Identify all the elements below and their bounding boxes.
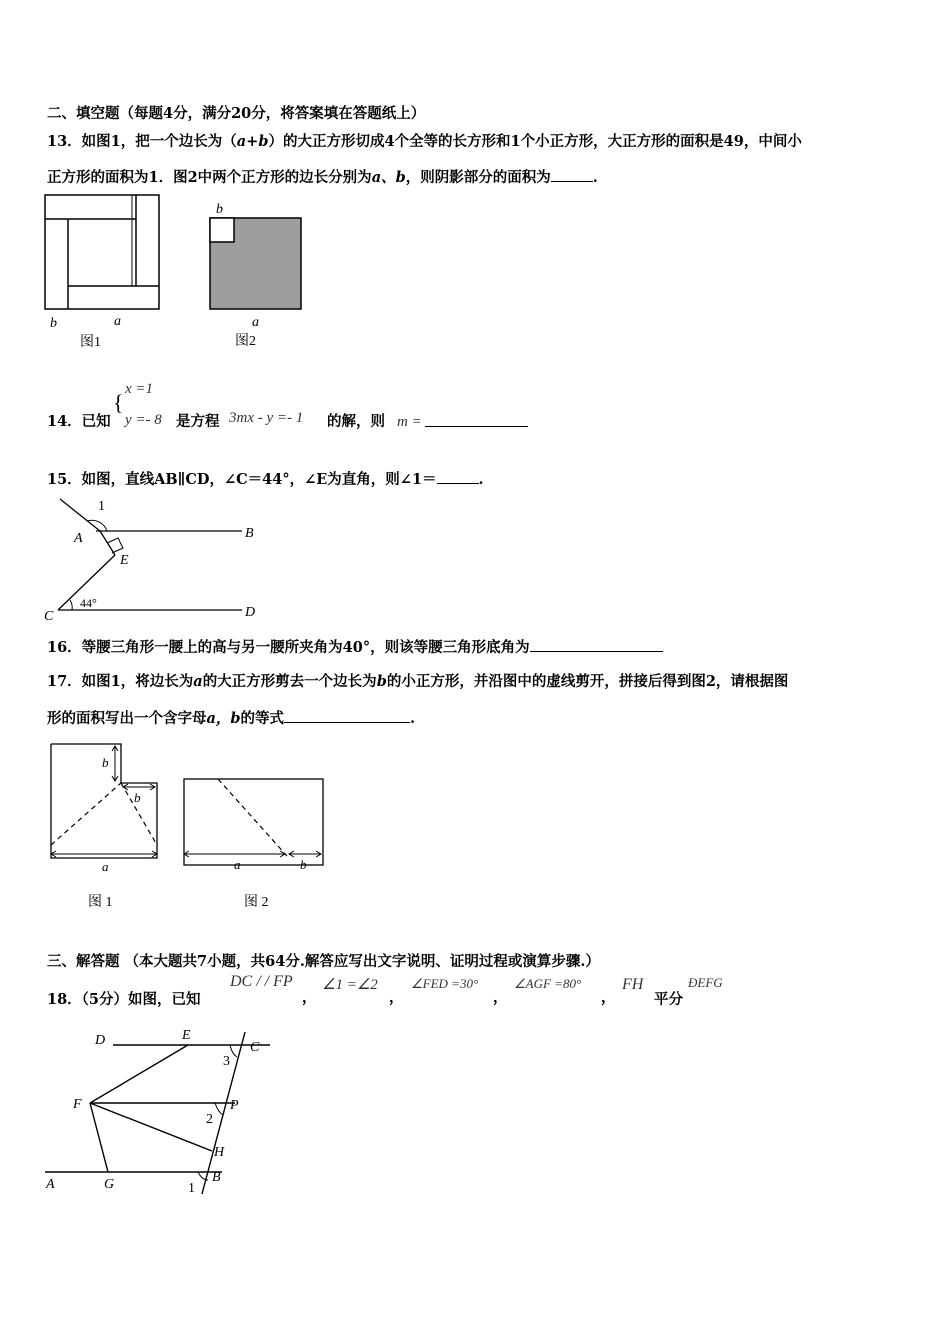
label-C: C bbox=[44, 609, 54, 624]
q13-figure1 bbox=[40, 190, 170, 360]
q13-text: ）的大正方形切成4个全等的长方形和1个小正方形，大正方形的面积是49，中间小 bbox=[268, 133, 802, 150]
q18-cond4: ∠AGF =80° bbox=[514, 976, 582, 991]
caption: 图1 bbox=[80, 335, 101, 350]
q14-brace: { bbox=[113, 390, 124, 415]
segment-FH bbox=[90, 1103, 212, 1151]
q17-var: a bbox=[193, 673, 203, 690]
small-square bbox=[210, 218, 234, 242]
q16-text: 16．等腰三角形一腰上的高与另一腰所夹角为40°，则该等腰三角形底角为 bbox=[47, 639, 530, 656]
q14-text: 14．已知 bbox=[47, 413, 111, 430]
label-1: 1 bbox=[188, 1181, 195, 1196]
rectangle bbox=[184, 779, 323, 865]
q18-sep: ， bbox=[389, 989, 404, 1006]
q18-figure bbox=[40, 1020, 280, 1200]
ray-through-A bbox=[60, 499, 100, 531]
label-b: b bbox=[134, 790, 141, 805]
outer-square bbox=[45, 195, 159, 309]
label-B: B bbox=[245, 526, 254, 541]
caption: 图 2 bbox=[244, 895, 269, 910]
q18-cond6: ÐEFG bbox=[688, 975, 723, 990]
q14-equation: 3mx - y =- 1 bbox=[229, 410, 304, 426]
q14-var: m = bbox=[397, 414, 422, 430]
q15-answer-blank[interactable] bbox=[437, 469, 479, 484]
q13-var: a、b bbox=[371, 169, 406, 186]
q18-cond1: DC / / FP bbox=[230, 973, 293, 990]
label-A: A bbox=[74, 531, 83, 546]
q18-sep: ， bbox=[601, 989, 616, 1006]
q13-var: a+b bbox=[236, 133, 269, 150]
q17-answer-blank[interactable] bbox=[284, 708, 410, 723]
label-a: a bbox=[102, 859, 109, 874]
angle-3-arc bbox=[230, 1045, 237, 1057]
q18-cond5: FH bbox=[622, 976, 644, 993]
label-C: C bbox=[250, 1040, 260, 1055]
label-b: b bbox=[216, 202, 223, 217]
q17-line2 bbox=[47, 707, 415, 728]
label-B: B bbox=[212, 1170, 221, 1185]
label-a: a bbox=[114, 314, 121, 329]
q17-var: a，b bbox=[206, 710, 241, 727]
label-1: 1 bbox=[98, 499, 105, 514]
q15-line bbox=[47, 468, 484, 489]
q13-line2 bbox=[47, 166, 598, 187]
dashed-cut bbox=[218, 779, 287, 856]
q13-answer-blank[interactable] bbox=[551, 167, 593, 182]
q18-cond2: ∠1 =∠2 bbox=[322, 977, 378, 993]
q14-sys-top: x =1 bbox=[125, 381, 154, 397]
label-a: a bbox=[234, 857, 241, 872]
label-D: D bbox=[245, 605, 256, 620]
q13-text: 13．如图1，把一个边长为（ bbox=[47, 133, 237, 150]
caption: 图2 bbox=[235, 334, 256, 349]
q17-text: 的大正方形剪去一个边长为 bbox=[202, 673, 377, 690]
label-b: b bbox=[50, 316, 57, 331]
angle-44: 44° bbox=[80, 596, 97, 610]
q17-var: b bbox=[376, 673, 387, 690]
q17-text: 的等式 bbox=[240, 710, 285, 727]
q13-text: 正方形的面积为1．图2中两个正方形的边长分别为 bbox=[47, 169, 372, 186]
label-2: 2 bbox=[206, 1112, 213, 1127]
q17-text: 的小正方形，并沿图中的虚线剪开，拼接后得到图2，请根据图 bbox=[386, 673, 789, 690]
q18-cond3: ∠FED =30° bbox=[411, 976, 479, 991]
label-A: A bbox=[46, 1177, 55, 1192]
q15-text: 15．如图，直线AB∥CD，∠C＝44°，∠E为直角，则∠1＝ bbox=[47, 471, 437, 488]
label-D: D bbox=[95, 1033, 106, 1048]
q13-line1 bbox=[47, 130, 802, 151]
q17-end: . bbox=[410, 710, 416, 727]
q16-answer-blank[interactable] bbox=[530, 637, 663, 652]
q17-text: 17．如图1，将边长为 bbox=[47, 673, 194, 690]
q14-answer-blank[interactable] bbox=[425, 412, 528, 427]
q17-figure1 bbox=[40, 738, 180, 918]
q17-line1 bbox=[47, 670, 788, 691]
label-P: P bbox=[230, 1098, 239, 1113]
q14-post: 的解，则 bbox=[327, 413, 385, 430]
q16-line bbox=[47, 636, 663, 657]
q13-end: . bbox=[592, 169, 598, 186]
angle44-arc bbox=[70, 600, 72, 610]
angle-2-arc bbox=[215, 1103, 223, 1115]
q17-text: 形的面积写出一个含字母 bbox=[47, 710, 207, 727]
segment-EF bbox=[90, 1045, 188, 1103]
label-E: E bbox=[120, 553, 129, 568]
q18-sep: ， bbox=[302, 989, 317, 1006]
section2-title: 二、填空题（每题4分，满分20分，将答案填在答题纸上） bbox=[47, 105, 426, 122]
section3-title: 三、解答题 （本大题共7小题，共64分.解答应写出文字说明、证明过程或演算步骤.） bbox=[47, 953, 600, 970]
q17-figure2 bbox=[180, 770, 330, 920]
segment-FG bbox=[90, 1103, 108, 1172]
q18-pre: 18．（5分）如图，已知 bbox=[47, 991, 201, 1008]
label-a: a bbox=[252, 315, 259, 330]
caption: 图 1 bbox=[88, 895, 113, 910]
q14-mid: 是方程 bbox=[176, 413, 220, 430]
label-E: E bbox=[182, 1028, 191, 1043]
label-F: F bbox=[73, 1097, 82, 1112]
q13-text: ，则阴影部分的面积为 bbox=[405, 169, 551, 186]
label-3: 3 bbox=[223, 1054, 230, 1069]
label-G: G bbox=[104, 1177, 115, 1192]
q18-sep: ， bbox=[493, 989, 508, 1006]
label-b: b bbox=[300, 857, 307, 872]
q15-end: . bbox=[478, 471, 484, 488]
q13-figure2 bbox=[200, 198, 310, 358]
label-b: b bbox=[102, 755, 109, 770]
dashed-cut bbox=[51, 783, 121, 845]
label-H: H bbox=[214, 1145, 225, 1160]
q18-cond5-post: 平分 bbox=[654, 991, 683, 1008]
q14-sys-bottom: y =- 8 bbox=[125, 412, 162, 428]
q15-figure bbox=[40, 492, 280, 627]
